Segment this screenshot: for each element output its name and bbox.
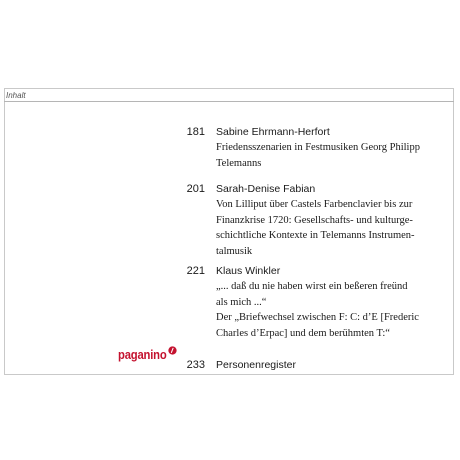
page-number: 221: [186, 265, 205, 277]
title-line: „... daß du nie haben wirst ein beßeren freünd: [216, 281, 408, 292]
paganino-logo: [118, 347, 177, 369]
title-line: Finanzkrise 1720: Gesellschafts- und kulturge-: [216, 214, 413, 226]
title-line: Telemanns: [216, 157, 262, 169]
author-name: Sabine Ehrmann-Herfort: [216, 126, 330, 138]
page-number: 181: [186, 126, 205, 138]
title-line: talmusik: [216, 245, 253, 257]
register-label: Personenregister: [216, 359, 296, 371]
section-header: Inhalt: [6, 91, 26, 100]
title-line: Charles d’Erpac] und dem berühmten T:“: [216, 327, 390, 339]
author-name: Sarah-Denise Fabian: [216, 183, 316, 195]
title-line: als mich ...“: [216, 296, 267, 308]
page-number: 201: [186, 183, 205, 195]
author-name: Klaus Winkler: [216, 265, 281, 277]
title-line: schichtliche Kontexte in Telemanns Instrumen-: [216, 230, 415, 241]
entry-title: [216, 140, 452, 171]
logo-wordmark: paganino: [118, 348, 167, 362]
title-line: Von Lilliput über Castels Farbenclavier bis zur: [216, 199, 413, 210]
page-number: 233: [186, 359, 205, 371]
logo-mark-icon: [168, 346, 177, 355]
title-line: Der „Briefwechsel zwischen F: C: d’E [Frederic: [216, 312, 419, 323]
title-line: Friedensszenarien in Festmusiken Georg Philipp: [216, 142, 420, 153]
entry-title: [216, 197, 452, 259]
entry-title: [216, 279, 452, 341]
header-divider: [4, 101, 454, 102]
